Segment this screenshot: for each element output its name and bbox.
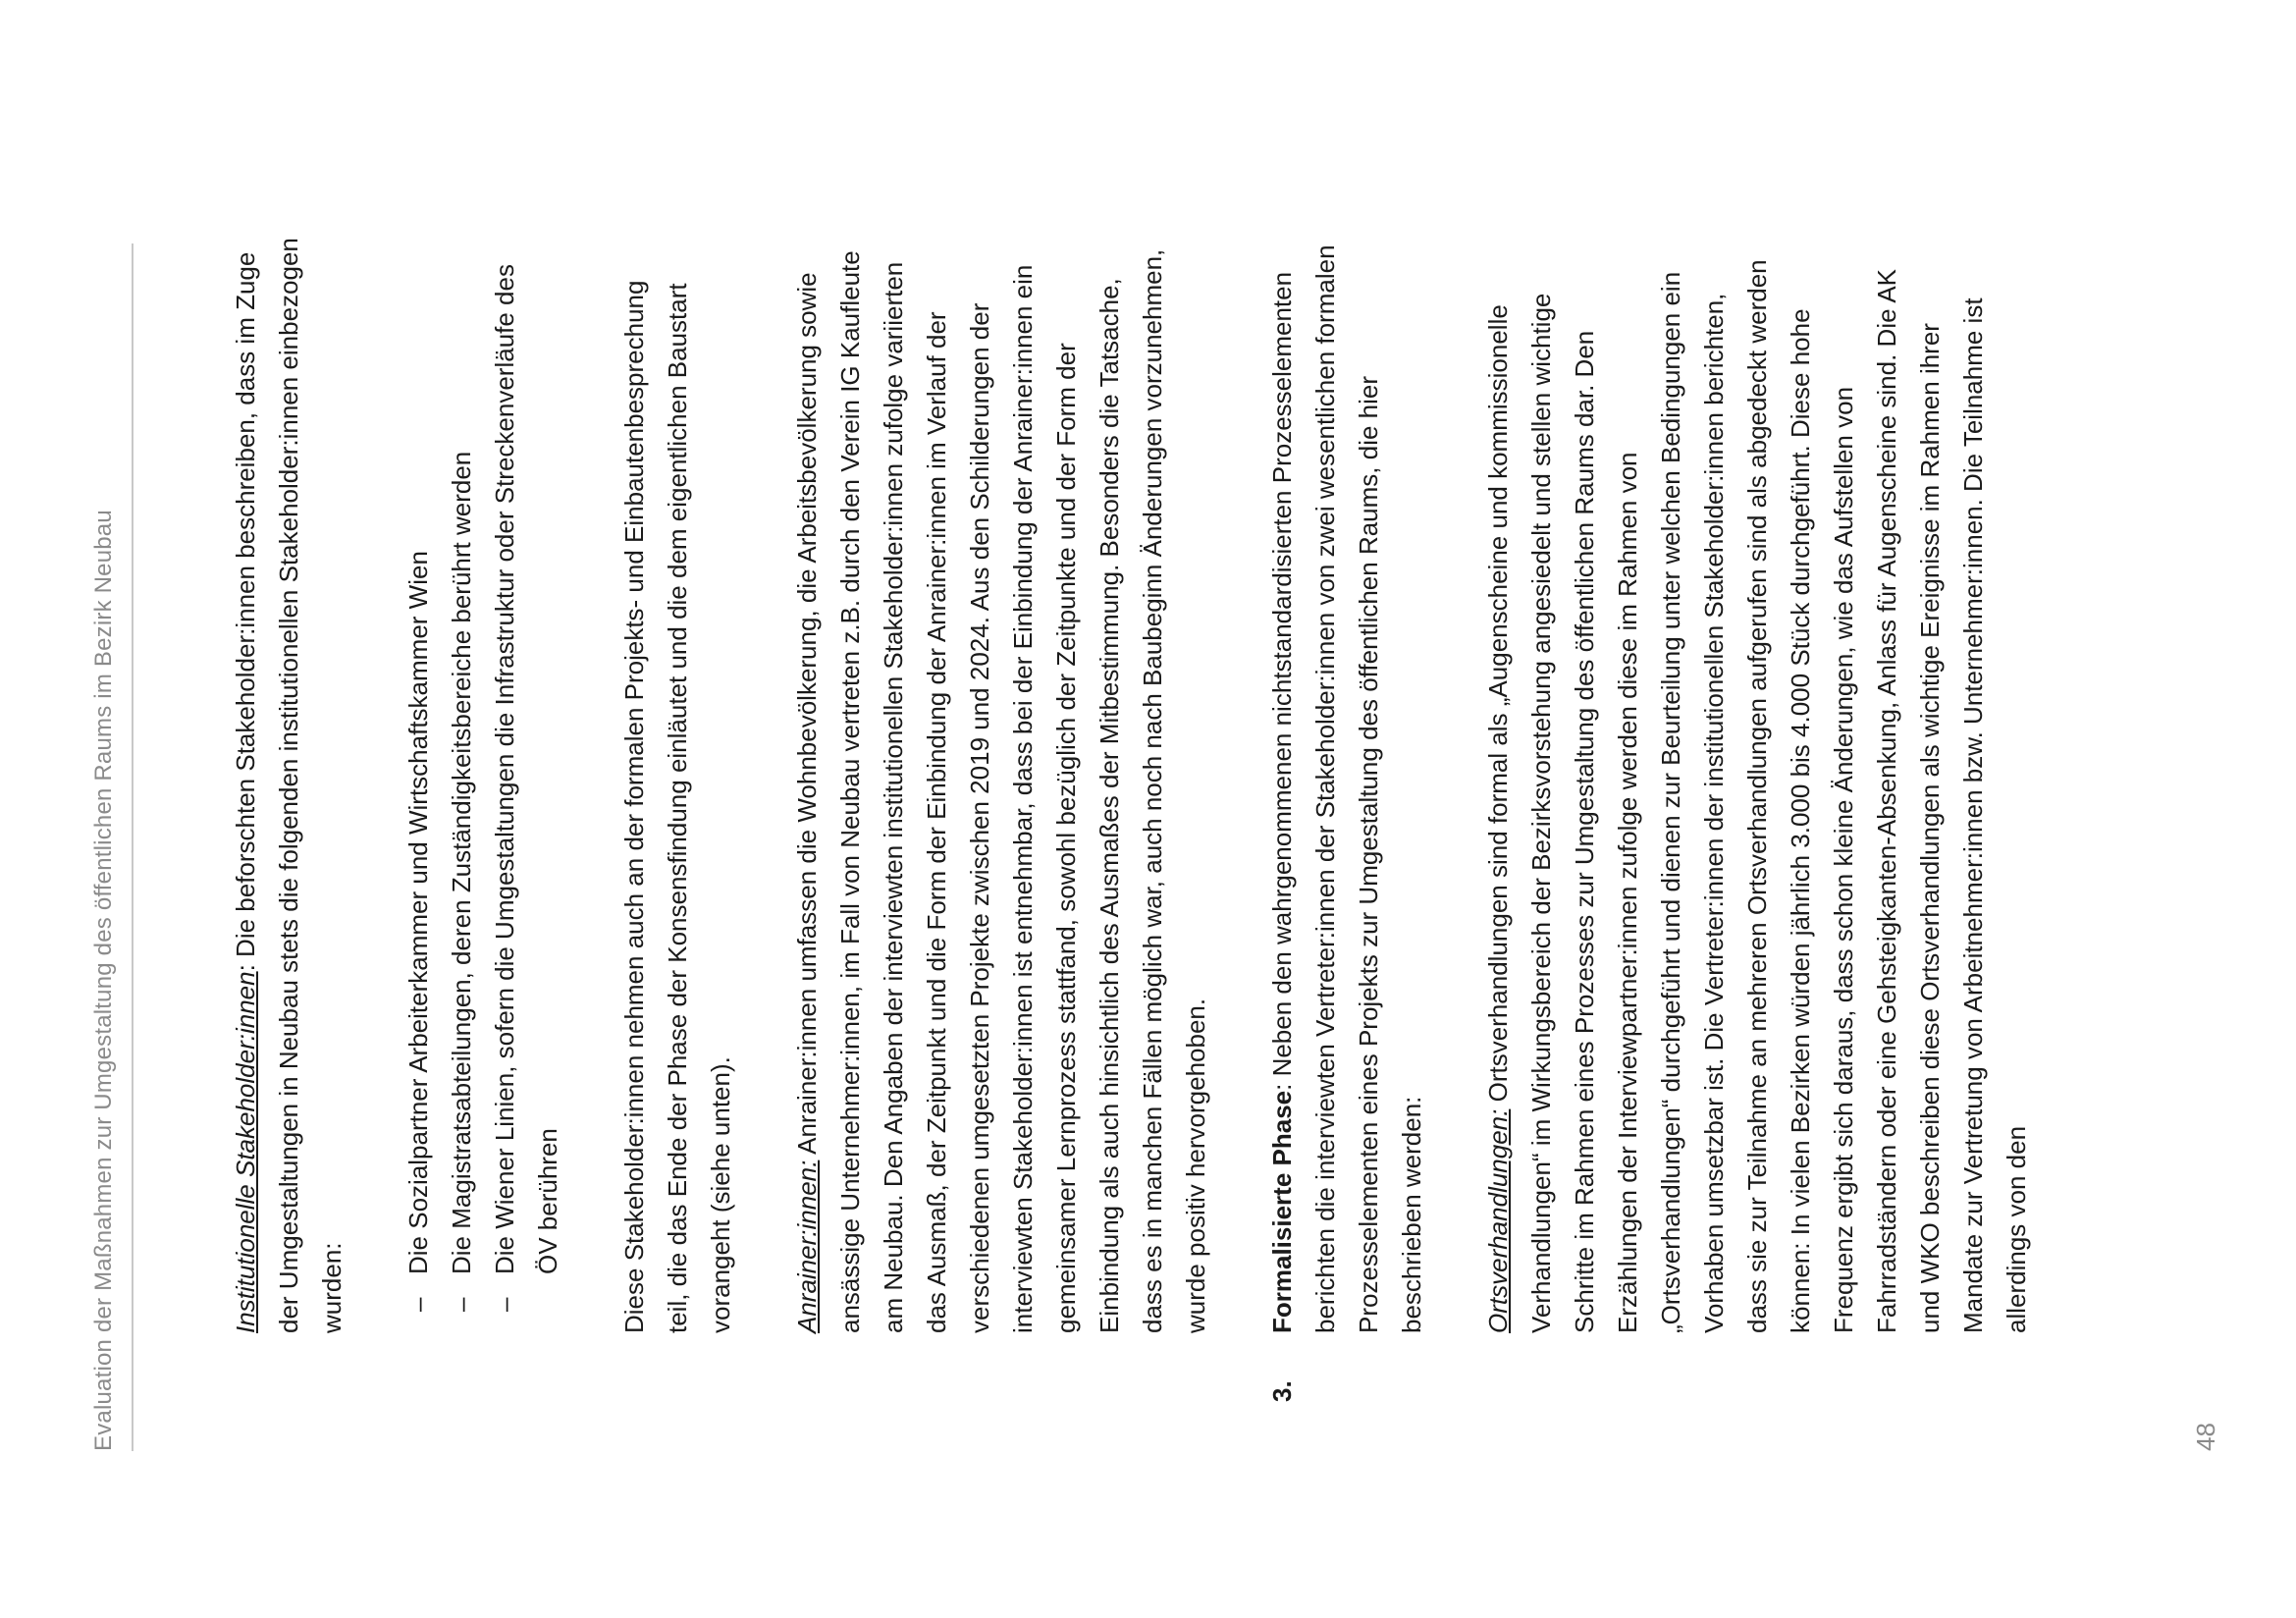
- paragraph-text: : Die beforschten Stakeholder:innen beschreiben, dass im Zuge der Umgestaltungen in Neubau stets die folgenden institutionellen Stakeholder:innen einbezogen wurden:: [231, 238, 347, 1333]
- header-divider: [132, 243, 133, 1451]
- term-local-hearings: Ortsverhandlungen:: [1483, 1108, 1513, 1333]
- list-item: [397, 234, 440, 1333]
- paragraph-text: : Neben den wahrgenommenen nichtstandardisierten Prozesselementen berichten die interviewten Vertreter:innen der Stakeholder:innen von zwei wesentlichen formalen Prozesselementen eines Projekts zur Umgestaltung des öffentlichen Raums, die hier beschrieben werden:: [1267, 244, 1426, 1333]
- list-item: [483, 234, 569, 1333]
- paragraph-text: Anrainer:innen umfassen die Wohnbevölkerung, die Arbeitsbevölkerung sowie ansässige Unternehmer:innen, im Fall von Neubau vertreten z.B. durch den Verein IG Kaufleute am Neubau. Den Angaben der interviewten institutionellen Stakeholder:innen zufolge variierten das Ausmaß, der Zeitpunkt und die Form der Einbindung der Anrainer:innen im Verlauf der verschiedenen umgesetzten Projekte zwischen 2019 und 2024. Aus den Schilderungen der interviewten Stakeholder:innen ist entnehmbar, dass bei der Einbindung der Anrainer:innen ein gemeinsamer Lernprozess stattfand, sowohl bezüglich der Zeitpunkte und der Form der Einbindung als auch hinsichtlich des Ausmaßes der Mitbestimmung. Besonders die Tatsache, dass es in manchen Fällen möglich war, auch noch nach Baubeginn Änderungen vorzunehmen, wurde positiv hervorgehoben.: [792, 248, 1210, 1333]
- item-number: 3.: [1267, 1380, 1297, 1402]
- document-body: [224, 234, 2081, 1402]
- list-item-text: Die Wiener Linien, sofern die Umgestaltungen die Infrastruktur oder Streckenverläufe des ÖV berühren: [490, 264, 562, 1274]
- list-item-text: Die Magistratsabteilungen, deren Zuständigkeitsbereiche berührt werden: [447, 451, 476, 1274]
- list-dash: –: [490, 1297, 519, 1312]
- list-dash: –: [403, 1297, 433, 1312]
- term-formal-phase: Formalisierte Phase: [1267, 1090, 1297, 1333]
- list-dash: –: [447, 1297, 476, 1312]
- list-item-text: Die Sozialpartner Arbeiterkammer und Wirtschaftskammer Wien: [403, 551, 433, 1274]
- paragraph-institutional-stakeholders: [224, 234, 353, 1333]
- paragraph-local-hearings: [1476, 234, 2038, 1333]
- list-item: [440, 234, 483, 1333]
- stakeholder-list: [397, 234, 569, 1333]
- term-institutional-stakeholders: Institutionelle Stakeholder:innen: [231, 971, 260, 1333]
- paragraph-residents: [785, 234, 1217, 1333]
- paragraph-text: Ortsverhandlungen sind formal als „Augenscheine und kommissionelle Verhandlungen“ im Wirkungsbereich der Bezirksvorstehung angesiedelt und stellen wichtige Schritte im Rahmen eines Prozesses zur Umgestaltung des öffentlichen Raums dar. Den Erzählungen der Interviewpartner:innen zufolge werden diese im Rahmen von „Ortsverhandlungen“ durchgeführt und dienen zur Beurteilung unter welchen Bedingungen ein Vorhaben umsetzbar ist. Die Vertreter:innen der institutionellen Stakeholder:innen berichten, dass sie zur Teilnahme an mehreren Ortsverhandlungen aufgerufen sind als abgedeckt werden können: In vielen Bezirken würden jährlich 3.000 bis 4.000 Stück durchgeführt. Diese hohe Frequenz ergibt sich daraus, dass schon kleine Änderungen, wie das Aufstellen von Fahrradständern oder eine Gehsteigkanten-Absenkung, Anlass für Augenscheine sind. Die AK und WKO beschreiben diese Ortsverhandlungen als wichtige Ereignisse im Rahmen ihrer Mandate zur Vertretung von Arbeitnehmer:innen bzw. Unternehmer:innen. Die Teilnahme ist allerdings von den: [1483, 259, 2031, 1333]
- numbered-item-formal-phase: [1260, 234, 1433, 1402]
- page-number: 48: [2191, 1423, 2220, 1451]
- paragraph-project-meeting: Diese Stakeholder:innen nehmen auch an der formalen Projekts- und Einbautenbesprechung teil, die das Ende der Phase der Konsensfindung einläutet und die dem eigentlichen Baustart vorangeht (siehe unten).: [619, 280, 735, 1333]
- running-header: Evaluation der Maßnahmen zur Umgestaltung des öffentlichen Raums im Bezirk Neubau: [90, 510, 117, 1451]
- term-residents: Anrainer:innen:: [792, 1160, 822, 1333]
